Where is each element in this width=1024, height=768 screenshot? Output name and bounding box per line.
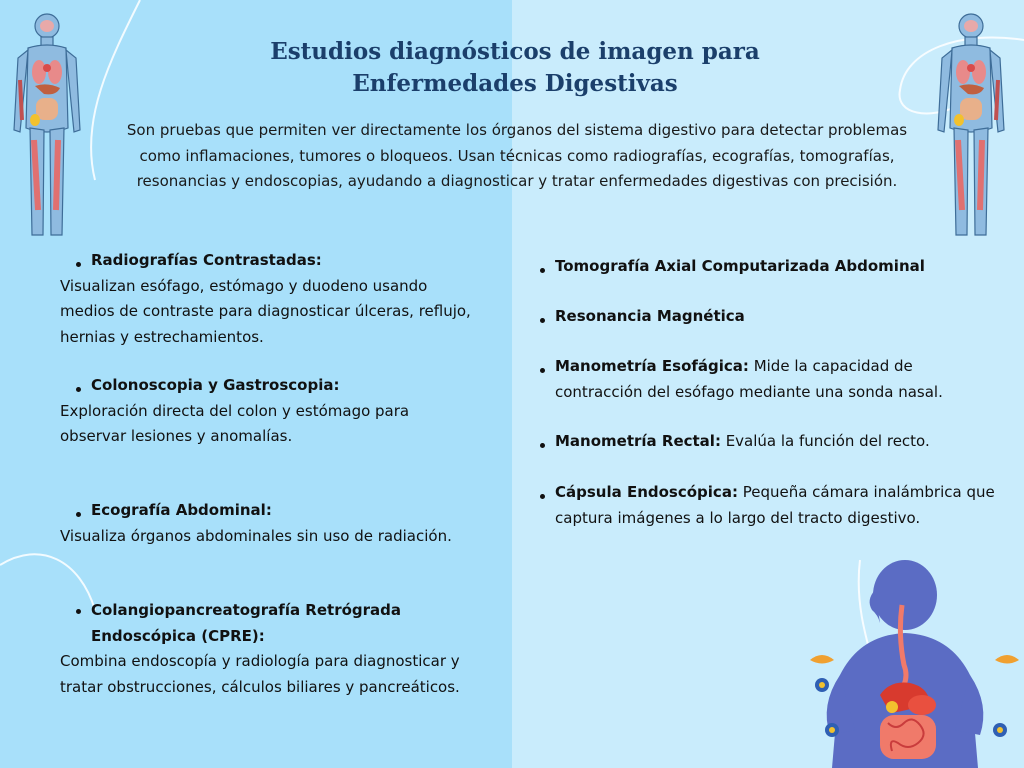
title-line-2: Enfermedades Digestivas	[352, 70, 678, 97]
item-ecografia-abdominal	[60, 498, 480, 549]
item-cpre	[60, 598, 500, 700]
item-manometria-rectal	[555, 429, 995, 455]
item-heading: Radiografías Contrastadas:	[91, 251, 322, 269]
item-heading: Manometría Esofágica:	[555, 357, 749, 375]
item-heading: Colangiopancreatografía Retrógrada Endoscópica (CPRE):	[91, 598, 451, 649]
item-description: Visualiza órganos abdominales sin uso de radiación.	[60, 526, 452, 545]
title-line-1: Estudios diagnósticos de imagen para	[270, 38, 760, 65]
item-capsula-endoscopica	[555, 480, 995, 531]
item-resonancia-magnetica	[555, 304, 995, 330]
page-title	[150, 36, 880, 100]
item-radiografias-contrastadas	[60, 248, 480, 350]
item-colonoscopia-gastroscopia	[60, 373, 480, 450]
item-tomografia-axial	[555, 254, 995, 280]
item-heading: Cápsula Endoscópica:	[555, 483, 738, 501]
item-heading: Colonoscopia y Gastroscopia:	[91, 376, 340, 394]
item-heading: Manometría Rectal:	[555, 432, 721, 450]
item-heading: Resonancia Magnética	[555, 307, 745, 325]
item-description: Mide la capacidad de contracción del esófago mediante una sonda nasal.	[555, 357, 943, 401]
item-heading: Tomografía Axial Computarizada Abdominal	[555, 257, 925, 275]
item-heading: Ecografía Abdominal:	[91, 501, 272, 519]
item-description: Visualizan esófago, estómago y duodeno usando medios de contraste para diagnosticar úlceras, reflujo, hernias y estrechamientos.	[60, 276, 471, 346]
item-description: Combina endoscopía y radiología para diagnosticar y tratar obstrucciones, cálculos biliares y pancreáticos.	[60, 652, 460, 696]
item-description: Pequeña cámara inalámbrica que captura imágenes a lo largo del tracto digestivo.	[555, 483, 995, 527]
digestive-system-illustration	[800, 555, 1024, 768]
human-anatomy-left-illustration	[8, 10, 86, 242]
item-manometria-esofagica	[555, 354, 980, 405]
human-anatomy-right-illustration	[932, 10, 1010, 242]
intro-paragraph: Son pruebas que permiten ver directamente los órganos del sistema digestivo para detectar problemas como inflamaciones, tumores o bloqueos. Usan técnicas como radiografías, ecografías, tomografías, resonancias y endoscopias, ayudando a diagnosticar y tratar enfermedades digestivas con precisión.	[126, 121, 908, 190]
item-description: Exploración directa del colon y estómago para observar lesiones y anomalías.	[60, 401, 410, 445]
item-description: Evalúa la función del recto.	[720, 432, 930, 450]
